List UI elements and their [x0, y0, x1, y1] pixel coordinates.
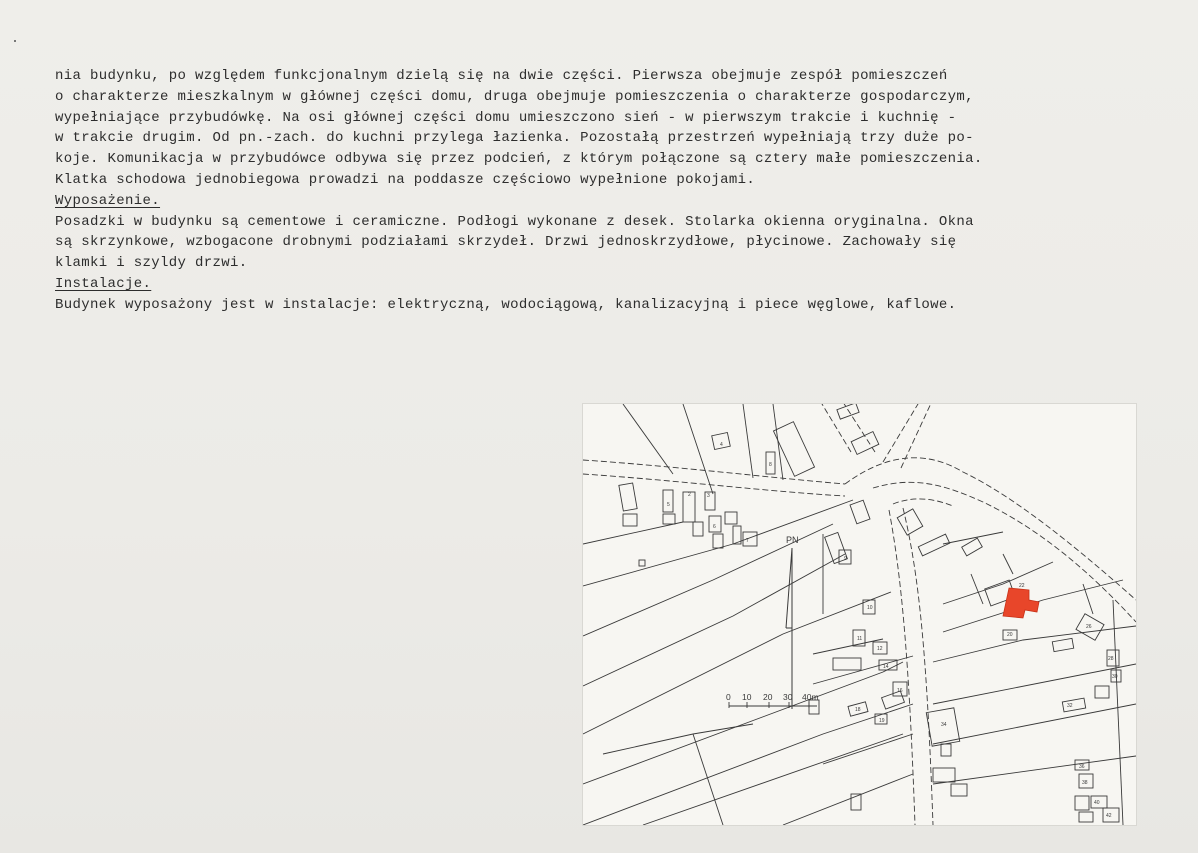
plot-number: 34 — [941, 722, 947, 728]
north-arrow — [786, 535, 799, 709]
site-map — [583, 404, 1136, 825]
plot-number: 42 — [1106, 813, 1112, 819]
scale-tick-label: 40m — [802, 692, 819, 702]
text-line: wypełniające przybudówkę. Na osi głównej części domu umieszczono sień - w pierwszym trakcie i kuchnię - — [55, 109, 957, 126]
text-line: o charakterze mieszkalnym w głównej części domu, druga obejmuje pomieszczenia o charakterze gospodarczym, — [55, 88, 974, 105]
plot-number: 9 — [844, 556, 847, 562]
scale-tick-label: 30 — [783, 692, 793, 702]
plot-number: 6 — [713, 524, 716, 530]
plot-number: 18 — [855, 707, 861, 713]
plot-number: 8 — [769, 462, 772, 468]
section-heading-instalacje: Instalacje. — [55, 275, 152, 292]
text-line: nia budynku, po względem funkcjonalnym dzielą się na dwie części. Pierwsza obejmuje zespół pomieszczeń — [55, 68, 948, 84]
plot-numbers — [667, 442, 1118, 819]
plot-number: 32 — [1067, 703, 1073, 709]
plot-number: 7 — [746, 538, 749, 544]
text-line: w trakcie drugim. Od pn.-zach. do kuchni przylega łazienka. Pozostałą przestrzeń wypełniają trzy duże po- — [55, 130, 974, 147]
north-label: PN — [786, 535, 799, 545]
plot-number: 11 — [857, 636, 863, 642]
plot-number: 4 — [720, 442, 723, 448]
plot-number: 36 — [1079, 764, 1085, 770]
scale-tick-label: 10 — [742, 692, 752, 702]
text-line: koje. Komunikacja w przybudówce odbywa się przez podcień, z którym połączone są cztery małe pomieszczenia. — [55, 151, 983, 168]
plot-number: 19 — [879, 718, 885, 724]
text-line: Posadzki w budynku są cementowe i ceramiczne. Podłogi wykonane z desek. Stolarka okienna oryginalna. Okna — [55, 213, 974, 230]
document-text — [55, 66, 1155, 316]
scale-tick-label: 0 — [726, 692, 731, 702]
plot-number: 2 — [688, 492, 691, 498]
plot-number: 10 — [867, 605, 873, 611]
section-heading-wyposazenie: Wyposażenie. — [55, 192, 161, 209]
north-south-road — [889, 499, 953, 825]
plot-number: 26 — [1086, 624, 1092, 630]
scale-tick-label: 20 — [763, 692, 773, 702]
plot-number: 14 — [883, 664, 889, 670]
text-line: klamki i szyldy drzwi. — [55, 255, 248, 272]
main-road — [583, 404, 1136, 622]
site-map-drawing — [583, 404, 1136, 825]
text-line: są skrzynkowe, wzbogacone drobnymi podziałami skrzydeł. Drzwi jednoskrzydłowe, płycinowe. Zachowały się — [55, 234, 957, 251]
text-line: Klatka schodowa jednobiegowa prowadzi na poddasze częściowo wypełnione pokojami. — [55, 171, 756, 188]
text-line: Budynek wyposażony jest w instalacje: elektryczną, wodociągową, kanalizacyjną i piece węglowe, kaflowe. — [55, 296, 957, 313]
plot-number: 40 — [1094, 800, 1100, 806]
plot-number: 30 — [1112, 674, 1118, 680]
plot-number: 22 — [1019, 583, 1025, 589]
plot-number: 5 — [667, 502, 670, 508]
plot-number: 38 — [1082, 780, 1088, 786]
scan-mark — [14, 40, 16, 42]
plot-number: 28 — [1108, 656, 1114, 662]
plot-number: 3 — [707, 493, 710, 499]
plot-number: 12 — [877, 646, 883, 652]
scale-bar — [726, 692, 819, 708]
buildings — [619, 404, 1121, 822]
plot-number: 16 — [897, 688, 903, 694]
highlighted-building — [1003, 588, 1039, 618]
plot-number: 20 — [1007, 632, 1013, 638]
